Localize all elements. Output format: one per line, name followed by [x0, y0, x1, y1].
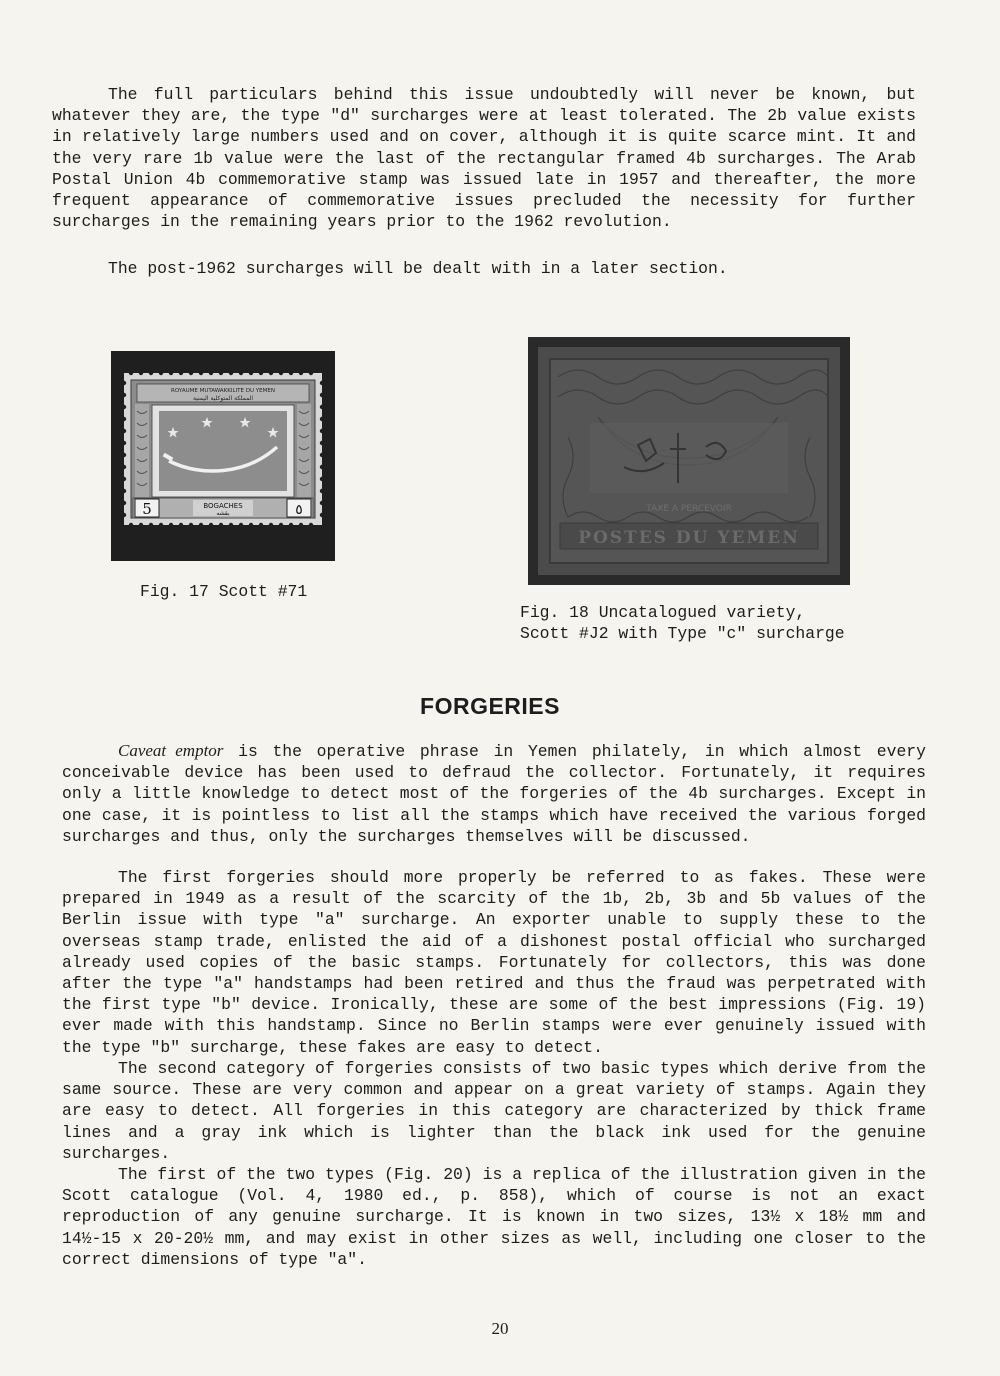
forgeries-paragraph-2: The first forgeries should more properly be referred to as fakes. These were prepared in 1949 as a result of the scarcity of the 1b, 2b, 3b and 5b values of the Berlin issue with type "a" surcharge. An exporter unable to supply these to the overseas stamp trade, enlisted the aid of a dishonest postal official who surcharged already used copies of the basic stamps. Fortunately for collectors, this was done after the type "a" handstamps had been retired and thus the fraud was perpetrated with the first type "b" device. Ironically, these are some of the best impressions (Fig. 19) ever made with this handstamp. Since no Berlin stamps were ever genuinely issued with the type "b" surcharge, these fakes are easy to detect. — [62, 868, 926, 1057]
figure-18-caption-line-1: Fig. 18 Uncatalogued variety, — [520, 603, 806, 622]
figure-17-caption: Fig. 17 Scott #71 — [140, 582, 308, 601]
figure-18-caption — [520, 602, 845, 644]
stamp-mid-text: TAXE A PERCEVOIR — [646, 504, 732, 514]
forgeries-paragraph-4: The first of the two types (Fig. 20) is a replica of the illustration given in the Scott catalogue (Vol. 4, 1980 ed., p. 858), which of course is not an exact reproduction of any genuine surcharge. It is known in two sizes, 13½ x 18½ mm and 14½-15 x 20-20½ mm, and may exist in other sizes as well, including one closer to the correct dimensions of type "a". — [62, 1165, 926, 1269]
stamp-value-right: ٥ — [295, 502, 303, 518]
stamp-value-left: 5 — [142, 500, 152, 518]
stamp-currency: BOGACHES — [203, 502, 243, 510]
page-number: 20 — [491, 1319, 509, 1338]
intro-paragraph-2: The post-1962 surcharges will be dealt with in a later section. — [108, 259, 728, 278]
figure-18-photo — [528, 337, 850, 585]
intro-paragraph-1: The full particulars behind this issue undoubtedly will never be known, but whatever they are, the type "d" surcharges were at least tolerated. The 2b value exists in relatively large numbers used and on cover, although it is quite scarce mint. It and the very rare 1b value were the last of the rectangular framed 4b surcharges. The Arab Postal Union 4b commemorative stamp was issued late in 1957 and thereafter, the more frequent appearance of commemorative issues precluded the necessity for further surcharges in the remaining years prior to the 1962 revolution. — [52, 85, 916, 232]
stamp-currency-arabic: بقشه — [216, 510, 230, 517]
forgeries-paragraph-1: Caveat emptor is the operative phrase in Yemen philately, in which almost every conceivable device has been used to defraud the collector. Fortunately, it requires only a little knowledge to detect most of the forgeries of the 4b surcharges. Except in one case, it is pointless to list all the stamps which have received the various forged surcharges and thus, only the surcharges themselves will be discussed. — [62, 741, 926, 846]
stamp-top-text: ROYAUME MUTAWAKKILITE DU YEMEN — [171, 388, 275, 394]
section-heading-forgeries: FORGERIES — [420, 693, 560, 719]
figure-18-caption-line-2: Scott #J2 with Type "c" surcharge — [520, 624, 845, 644]
stamp-scott-71-image — [111, 351, 335, 561]
forgeries-paragraph-3: The second category of forgeries consists of two basic types which derive from the same source. These are very common and appear on a great variety of stamps. Again they are easy to detect. All forgeries in this category are characterized by thick frame lines and a gray ink which is lighter than the black ink used for the genuine surcharges. — [62, 1059, 926, 1163]
stamp-arabic-text: المملكة المتوكلية اليمنية — [192, 395, 254, 402]
stamp-scott-j2-image — [528, 337, 850, 585]
stamp-bottom-text: POSTES DU YEMEN — [578, 528, 800, 548]
figure-17-photo — [111, 351, 335, 561]
caveat-emptor-italic: Caveat emptor — [118, 741, 224, 760]
